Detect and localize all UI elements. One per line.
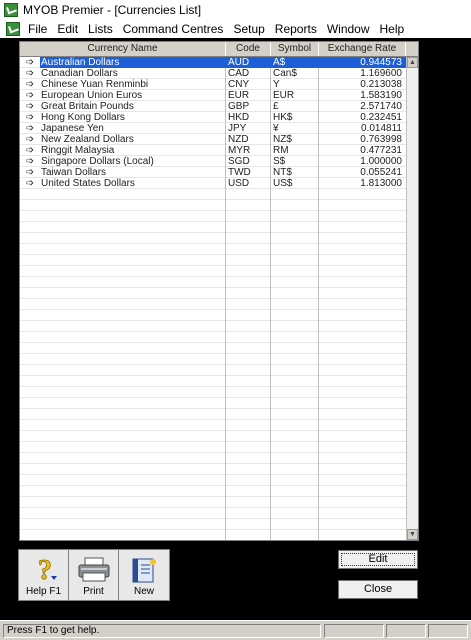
- header-spacer: [406, 42, 418, 56]
- vertical-scrollbar[interactable]: [406, 57, 418, 540]
- new-button-label: New: [133, 586, 154, 597]
- list-header: [20, 42, 418, 57]
- exchange-rate: 1.813000: [360, 178, 402, 189]
- row-arrow-icon[interactable]: ➩: [25, 156, 35, 167]
- title-bar: [0, 0, 471, 20]
- currency-name: Hong Kong Dollars: [41, 112, 125, 123]
- row-arrow-icon[interactable]: ➩: [25, 79, 35, 90]
- edit-button[interactable]: Edit: [338, 550, 418, 569]
- menu-edit[interactable]: Edit: [57, 22, 79, 36]
- exchange-rate: 1.583190: [360, 90, 402, 101]
- currency-code: NZD: [228, 134, 249, 145]
- currencies-list: [19, 41, 419, 541]
- row-arrow-icon[interactable]: ➩: [25, 134, 35, 145]
- row-arrow-icon[interactable]: ➩: [25, 167, 35, 178]
- table-row[interactable]: [20, 156, 406, 167]
- row-arrow-icon[interactable]: ➩: [25, 178, 35, 189]
- currency-symbol: RM: [273, 145, 289, 156]
- column-header-rate[interactable]: Exchange Rate: [319, 42, 406, 56]
- scroll-down-icon[interactable]: ▼: [407, 529, 418, 540]
- status-bar: [0, 620, 471, 640]
- row-arrow-icon[interactable]: ➩: [25, 145, 35, 156]
- menu-reports[interactable]: Reports: [274, 22, 317, 36]
- menu-bar: [0, 20, 471, 38]
- currency-code: HKD: [228, 112, 250, 123]
- row-arrow-icon[interactable]: ➩: [25, 90, 35, 101]
- row-arrow-icon[interactable]: ➩: [25, 123, 35, 134]
- exchange-rate: 0.763998: [360, 134, 402, 145]
- currency-symbol: HK$: [273, 112, 293, 123]
- currency-code: JPY: [228, 123, 247, 134]
- list-rows: [20, 57, 406, 540]
- menu-command-centres[interactable]: Command Centres: [122, 22, 224, 36]
- currency-name: Australian Dollars: [40, 57, 226, 68]
- status-pane: [386, 624, 426, 638]
- menu-file[interactable]: File: [28, 22, 48, 36]
- document-icon[interactable]: [6, 22, 20, 36]
- exchange-rate: 0.944573: [319, 57, 406, 68]
- currency-symbol: EUR: [273, 90, 295, 101]
- row-arrow-icon[interactable]: ➩: [25, 57, 35, 68]
- currency-symbol: NZ$: [273, 134, 292, 145]
- currency-code: USD: [228, 178, 250, 189]
- printer-icon: [77, 556, 111, 584]
- currency-name: Singapore Dollars (Local): [41, 156, 154, 167]
- currency-name: United States Dollars: [41, 178, 135, 189]
- currency-symbol: ¥: [273, 123, 279, 134]
- currency-code: CAD: [228, 68, 250, 79]
- table-row[interactable]: [20, 57, 406, 68]
- menu-lists[interactable]: Lists: [88, 22, 113, 36]
- exchange-rate: 0.213038: [360, 79, 402, 90]
- table-row[interactable]: [20, 68, 406, 79]
- menu-setup[interactable]: Setup: [233, 22, 265, 36]
- help-button[interactable]: [19, 550, 69, 600]
- currency-name: Taiwan Dollars: [41, 167, 107, 178]
- status-pane: [324, 624, 384, 638]
- currency-code: GBP: [228, 101, 250, 112]
- currency-code: TWD: [228, 167, 251, 178]
- currency-symbol: US$: [273, 178, 293, 189]
- new-record-icon: [129, 556, 159, 584]
- currency-code: AUD: [226, 57, 271, 68]
- table-row[interactable]: [20, 90, 406, 101]
- currency-symbol: A$: [271, 57, 319, 68]
- column-header-code[interactable]: Code: [226, 42, 271, 56]
- menu-help[interactable]: Help: [379, 22, 405, 36]
- question-mark-icon: [29, 554, 59, 584]
- print-button[interactable]: [69, 550, 119, 600]
- currency-code: EUR: [228, 90, 250, 101]
- scroll-up-icon[interactable]: ▲: [407, 57, 418, 68]
- column-header-symbol[interactable]: Symbol: [271, 42, 319, 56]
- currency-symbol: £: [273, 101, 279, 112]
- table-row[interactable]: [20, 101, 406, 112]
- print-button-label: Print: [83, 586, 104, 597]
- app-logo-icon: [4, 3, 18, 17]
- table-row[interactable]: [20, 123, 406, 134]
- currency-name: European Union Euros: [41, 90, 143, 101]
- row-arrow-icon[interactable]: ➩: [25, 112, 35, 123]
- help-button-label: Help F1: [25, 586, 61, 597]
- exchange-rate: 1.000000: [360, 156, 402, 167]
- currency-symbol: S$: [273, 156, 286, 167]
- exchange-rate: 0.014811: [361, 123, 402, 134]
- currency-name: Great Britain Pounds: [41, 101, 134, 112]
- menu-window[interactable]: Window: [326, 22, 370, 36]
- currency-name: Canadian Dollars: [41, 68, 118, 79]
- new-button[interactable]: [119, 550, 169, 600]
- exchange-rate: 1.169600: [360, 68, 402, 79]
- currency-symbol: Can$: [273, 68, 297, 79]
- table-row[interactable]: [20, 167, 406, 178]
- row-arrow-icon[interactable]: ➩: [25, 101, 35, 112]
- status-pane: [428, 624, 468, 638]
- action-toolbar: [18, 549, 170, 601]
- table-row[interactable]: [20, 79, 406, 90]
- currency-name: Chinese Yuan Renminbi: [41, 79, 149, 90]
- currency-code: MYR: [228, 145, 251, 156]
- close-button[interactable]: Close: [338, 580, 418, 599]
- status-text: Press F1 to get help.: [3, 624, 321, 638]
- currency-name: Japanese Yen: [41, 123, 104, 134]
- currency-name: Ringgit Malaysia: [41, 145, 115, 156]
- table-row[interactable]: [20, 134, 406, 145]
- exchange-rate: 0.477231: [360, 145, 402, 156]
- exchange-rate: 0.232451: [360, 112, 402, 123]
- currency-symbol: Y: [273, 79, 280, 90]
- currency-code: CNY: [228, 79, 250, 90]
- currency-symbol: NT$: [273, 167, 292, 178]
- table-row[interactable]: [20, 112, 406, 123]
- table-row[interactable]: [20, 145, 406, 156]
- exchange-rate: 2.571740: [360, 101, 402, 112]
- exchange-rate: 0.055241: [360, 167, 402, 178]
- svg-text:?: ?: [37, 555, 52, 584]
- column-header-name[interactable]: Currency Name: [20, 42, 226, 56]
- window-title: MYOB Premier - [Currencies List]: [23, 3, 202, 17]
- table-row[interactable]: [20, 178, 406, 189]
- currency-code: SGD: [228, 156, 250, 167]
- row-arrow-icon[interactable]: ➩: [25, 68, 35, 79]
- currency-name: New Zealand Dollars: [41, 134, 134, 145]
